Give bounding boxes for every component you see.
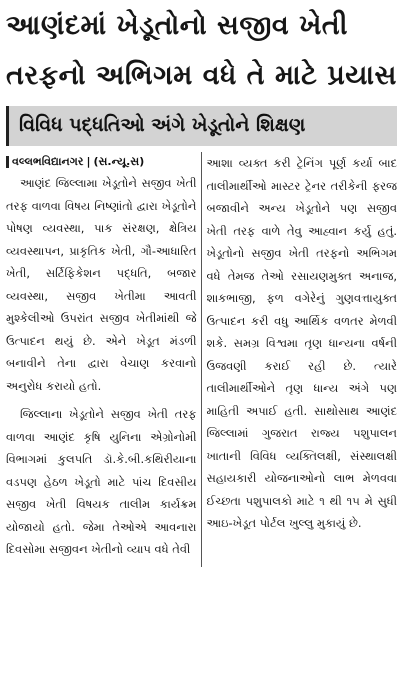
dateline-bar [6, 156, 9, 168]
left-paragraph-1: આણંદ જિલ્લામા ખેડૂતોને સજીવ ખેતી તરફ વાળવા વિષય નિષ્ણાંતો દ્વારા ખેડૂતોને પોષણ વ્યવસ્થા, પાક સંરક્ષણ, ક્ષેત્રિય વ્યવસ્થાપન, પ્રાકૃતિક ખેતી, ગૌ-આધારિત ખેતી, સર્ટિફિકેશન પદ્ધતિ, બજાર વ્યવસ્થા, સજીવ ખેતીમા આવતી મુશ્કેલીઓ ઉપરાંત સજીવ ખેતીમાંથી જે ઉત્પાદન થયું છે. એને ખેડૂત મંડળી બનાવીને તેના દ્વારા વેચાણ કરવાનો અનુરોધ કરાયો હતો. [6, 176, 197, 393]
headline-line-2: તરફનો અભિગમ વધે તે માટે પ્રયાસ [6, 60, 397, 91]
left-paragraph-2: જિલ્લાના ખેડૂતોને સજીવ ખેતી તરફ વાળવા આણંદ કૃષિ યુનિના એગ્રોનોમી વિભાગમાં કુલપતિ ડૉ.કે.બી.કથિરીયાના વડપણ હેઠળ ખેડૂતો માટે પાંચ દિવસીય સજીવ ખેતી વિષયક તાલીમ કાર્યક્રમ યોજાયો હતો. જેમા તેઓએ આવનારા દિવસોમા સજીવન ખેતીનો વ્યાપ વધે તેવી [6, 407, 197, 556]
dateline-place: વલ્લભવિદ્યાનગર [12, 155, 84, 168]
dateline-agency: (સ.ન્યૂ.સ) [93, 155, 145, 168]
headline-line-1: આણંદમાં ખેડૂતોનો સજીવ ખેતી [6, 10, 348, 41]
subheadline-banner [6, 106, 397, 146]
dateline [6, 152, 197, 172]
right-column [201, 152, 398, 567]
article-body [6, 152, 397, 567]
subheadline-text: વિવિધ પદ્ધતિઓ અંગે ખેડૂતોને શિક્ષણ [19, 114, 306, 136]
dateline-separator: | [86, 155, 91, 168]
right-paragraph-1: આશા વ્યક્ત કરી ટ્રેનિંગ પૂર્ણ કર્યા બાદ તાલીમાર્થીઓ માસ્ટર ટ્રેનર તરીકેની ફરજ બજાવીને અન્ય ખેડૂતોને પણ સજીવ ખેતી તરફ વાળે તેવુ આહ્વાન કર્યુ હતું. ખેડૂતોનો સજીવ ખેતી તરફનો અભિગમ વધે તેમજ તેઓ રસાયણમુક્ત અનાજ, શાકભાજી, ફળ વગેરેનું ગુણવત્તાયુક્ત ઉત્પાદન કરી વધુ આર્થિક વળતર મેળવી શકે. સમગ્ર વિશ્વમા તૃણ ધાન્યના વર્ષની ઉજવણી કરાઈ રહી છે. ત્યારે તાલીમાર્થીઓને તૃણ ધાન્ય અંગે પણ માહિતી અપાઈ હતી. સાથોસાથ આણંદ જિલ્લામાં ગુજરાત રાજ્ય પશુપાલન ખાતાની વિવિધ વ્યક્તિલક્ષી, સંસ્થાલક્ષી સહાયકારી યોજનાઓનો લાભ મેળવવા ઈચ્છતા પશુપાલકો માટે ૧ થી ૧૫ મે સુધી આઇ-ખેડૂત પોર્ટલ ખુલ્લુ મુકાયું છે. [206, 156, 397, 530]
left-column [6, 152, 201, 567]
